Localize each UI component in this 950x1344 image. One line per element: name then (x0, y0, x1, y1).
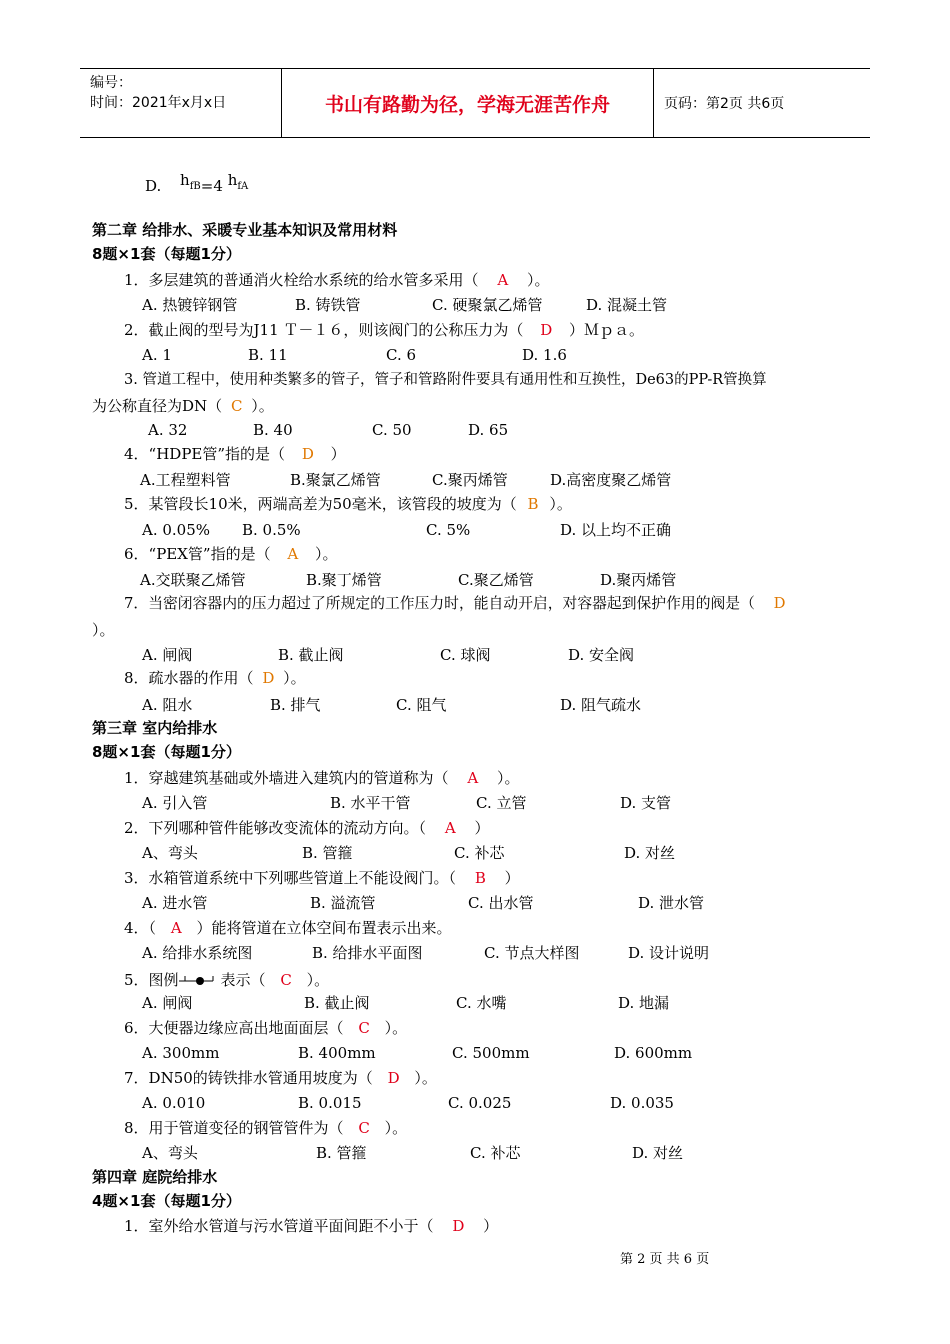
ch3-q8 (124, 1118, 407, 1138)
ch2-q2-opt-c: C. 6 (386, 346, 417, 364)
ch3-q1-opt-c: C. 立管 (476, 794, 527, 812)
ch3-q4 (124, 918, 451, 938)
ch3-q1-opt-a: A. 引入管 (142, 794, 208, 812)
ch2-q4 (124, 444, 346, 464)
question-tail: ） (474, 819, 490, 837)
ch3-q1 (124, 768, 519, 788)
ch3-q3 (124, 868, 520, 888)
ch2-q6-opt-c: C.聚乙烯管 (458, 571, 534, 589)
question-text: 8．疏水器的作用（ (124, 669, 254, 687)
question-tail: ）。 (526, 271, 550, 289)
ch2-q4-opt-a: A.工程塑料管 (140, 471, 231, 489)
ch2-q2 (124, 320, 644, 340)
ch2-q3-line2 (92, 396, 274, 416)
question-tail: ）。 (384, 1119, 408, 1137)
answer: A (497, 271, 509, 289)
ch2-q2-opt-b: B. 11 (248, 346, 288, 364)
question-tail: ） (330, 445, 346, 463)
chapter4-meta: 4题×1套（每题1分） (92, 1192, 241, 1210)
ch3-q6-opt-d: D. 600mm (614, 1044, 693, 1062)
ch3-q5-opt-c: C. 水嘴 (456, 994, 507, 1012)
answer: C (358, 1019, 370, 1037)
question-tail: ）。 (283, 669, 306, 687)
ch3-q6-opt-c: C. 500mm (452, 1044, 530, 1062)
ch2-q8-opt-c: C. 阻气 (396, 696, 447, 714)
ch2-q6-opt-d: D.聚丙烯管 (600, 571, 677, 589)
ch2-q3-opt-c: C. 50 (372, 421, 412, 439)
ch2-q4-opt-c: C.聚丙烯管 (432, 471, 508, 489)
question-text: 5．图例 (124, 971, 179, 989)
ch3-q2 (124, 818, 489, 838)
answer: A (467, 769, 479, 787)
ch2-q6 (124, 544, 338, 564)
ch2-q1-opt-b: B. 铸铁管 (295, 296, 361, 314)
answer: A (444, 819, 456, 837)
ch2-q5 (124, 494, 572, 514)
answer: A (170, 919, 182, 937)
ch3-q5-opt-d: D. 地漏 (618, 994, 670, 1012)
ch3-q4-opt-d: D. 设计说明 (628, 944, 710, 962)
question-text: 1．室外给水管道与污水管道平面间距不小于（ (124, 1217, 434, 1235)
ch3-q3-opt-d: D. 泄水管 (638, 894, 705, 912)
ch2-q5-opt-c: C. 5% (426, 521, 471, 539)
question-text: 2．下列哪种管件能够改变流体的流动方向。（ (124, 819, 427, 837)
ch3-q1-opt-d: D. 支管 (620, 794, 672, 812)
ch2-q3-opt-b: B. 40 (253, 421, 293, 439)
ch2-q1 (124, 270, 549, 290)
ch2-q4-opt-d: D.高密度聚乙烯管 (550, 471, 672, 489)
ch2-q7-opt-c: C. 球阀 (440, 646, 491, 664)
ch2-q1-opt-c: C. 硬聚氯乙烯管 (432, 296, 543, 314)
ch3-q6-opt-b: B. 400mm (298, 1044, 376, 1062)
question-tail: ）。 (496, 769, 520, 787)
ch2-q7-line2: ）。 (92, 621, 115, 639)
header-meta (80, 69, 282, 137)
ch3-q5-opt-b: B. 截止阀 (304, 994, 370, 1012)
ch2-q7-opt-a: A. 闸阀 (142, 646, 193, 664)
page-footer: 第 2 页 共 6 页 (620, 1252, 710, 1267)
ch3-q5-opt-a: A. 闸阀 (142, 994, 193, 1012)
header-page-label: 页码：第2页 共6页 (664, 96, 785, 112)
question-tail: ）。 (549, 495, 572, 513)
question-text: 为公称直径为DN（ (92, 397, 223, 415)
ch3-q7-opt-c: C. 0.025 (448, 1094, 512, 1112)
ch2-q2-opt-a: A. 1 (142, 346, 172, 364)
question-text: 2．截止阀的型号为J11 Ｔ－１６，则该阀门的公称压力为（ (124, 321, 524, 339)
question-tail: ）能将管道在立体空间布置表示出来。 (196, 919, 452, 937)
ch2-q4-opt-b: B.聚氯乙烯管 (290, 471, 381, 489)
question-text: 6．“PEX管”指的是（ (124, 545, 271, 563)
question-tail: ）。 (251, 397, 274, 415)
ch2-q7-line1 (124, 594, 785, 614)
ch2-q1-opt-d: D. 混凝土管 (586, 296, 668, 314)
ch2-q5-opt-a: A. 0.05% (142, 521, 211, 539)
answer: C (280, 971, 292, 989)
question-tail: ）。 (384, 1019, 408, 1037)
formula-mid: =4 (200, 177, 223, 195)
page-header (80, 68, 870, 138)
ch3-q2-opt-c: C. 补芯 (454, 844, 505, 862)
chapter2-meta: 8题×1套（每题1分） (92, 245, 241, 263)
ch3-q7-opt-b: B. 0.015 (298, 1094, 362, 1112)
ch2-q3-opt-a: A. 32 (148, 421, 188, 439)
ch3-q8-opt-b: B. 管箍 (316, 1144, 367, 1162)
ch2-q6-opt-a: A.交联聚乙烯管 (140, 571, 246, 589)
ch3-q6 (124, 1018, 407, 1038)
ch2-q3-opt-d: D. 65 (468, 421, 509, 439)
ch3-q2-opt-d: D. 对丝 (624, 844, 676, 862)
ch3-q2-opt-a: A、弯头 (142, 844, 198, 862)
answer: A (287, 545, 299, 563)
ch3-q7 (124, 1068, 437, 1088)
answer: D (452, 1217, 465, 1235)
ch3-q3-opt-b: B. 溢流管 (310, 894, 376, 912)
ch3-q1-opt-b: B. 水平干管 (330, 794, 411, 812)
answer: D (387, 1069, 400, 1087)
time-label: 时间：2021年x月x日 (90, 95, 227, 111)
ch3-q4-opt-b: B. 给排水平面图 (312, 944, 423, 962)
ch3-q7-opt-a: A. 0.010 (142, 1094, 206, 1112)
ch3-q8-opt-d: D. 对丝 (632, 1144, 684, 1162)
formula-sub1: fB (189, 181, 201, 192)
ch3-q2-opt-b: B. 管箍 (302, 844, 353, 862)
question-tail: ） (483, 1217, 499, 1235)
question-tail: ）。 (306, 971, 330, 989)
option-prefix: D. (145, 177, 162, 195)
answer: B (474, 869, 486, 887)
answer: D (773, 595, 786, 612)
question-tail: ） (504, 869, 520, 887)
answer: D (301, 445, 314, 463)
question-text: 4．“HDPE管”指的是（ (124, 445, 286, 463)
ch2-q7-opt-d: D. 安全阀 (568, 646, 635, 664)
question-text: 5．某管段长10米，两端高差为50毫米，该管段的坡度为（ (124, 495, 517, 513)
ch2-q8-opt-a: A. 阻水 (142, 696, 193, 714)
chapter2-title: 第二章 给排水、采暖专业基本知识及常用材料 (92, 221, 398, 239)
question-text: 4．（ (124, 919, 157, 937)
ch2-q5-opt-b: B. 0.5% (242, 521, 301, 539)
ch4-q1 (124, 1216, 498, 1236)
answer: B (527, 495, 539, 513)
formula-h2: h (227, 171, 238, 189)
formula-sub2: fA (237, 181, 249, 192)
ch2-q8-opt-d: D. 阻气疏水 (560, 696, 642, 714)
ch3-q3-opt-a: A. 进水管 (142, 894, 208, 912)
ch2-q3-line1: 3. 管道工程中，使用种类繁多的管子，管子和管路附件要具有通用性和互换性，De63的PP-R管换算 (124, 372, 767, 388)
question-text-mid: 表示（ (220, 971, 266, 989)
answer: C (230, 397, 243, 415)
ch3-q4-opt-a: A. 给排水系统图 (142, 944, 253, 962)
ch3-q5 (124, 970, 329, 990)
ch3-q6-opt-a: A. 300mm (142, 1044, 220, 1062)
chapter3-meta: 8题×1套（每题1分） (92, 743, 241, 761)
ch2-q8-opt-b: B. 排气 (270, 696, 321, 714)
question-tail: ）。 (414, 1069, 437, 1087)
header-motto: 书山有路勤为径，学海无涯苦作舟 (282, 69, 654, 137)
answer: D (262, 669, 275, 687)
question-text: 1．多层建筑的普通消火栓给水系统的给水管多采用（ (124, 271, 479, 289)
question-text: 3．水箱管道系统中下列哪些管道上不能设阀门。（ (124, 869, 457, 887)
prev-option-d (145, 171, 249, 199)
ch3-q7-opt-d: D. 0.035 (610, 1094, 674, 1112)
answer: C (358, 1119, 370, 1137)
formula-h1: h (180, 171, 190, 189)
question-tail: ）。 (315, 545, 338, 563)
answer: D (540, 321, 553, 339)
ch2-q6-opt-b: B.聚丁烯管 (306, 571, 382, 589)
ch3-q4-opt-c: C. 节点大样图 (484, 944, 580, 962)
question-text: 7．DN50的铸铁排水管通用坡度为（ (124, 1069, 373, 1087)
ch2-q5-opt-d: D. 以上均不正确 (560, 521, 672, 539)
ch3-q8-opt-a: A、弯头 (142, 1144, 198, 1162)
question-text: 8．用于管道变径的钢管管件为（ (124, 1119, 344, 1137)
question-text: 7．当密闭容器内的压力超过了所规定的工作压力时，能自动开启，对容器起到保护作用的阀是（ (124, 595, 755, 612)
faucet-legend-icon (179, 974, 221, 988)
ch2-q2-opt-d: D. 1.6 (522, 346, 567, 364)
ch2-q8 (124, 668, 306, 688)
question-text: 6．大便器边缘应高出地面面层（ (124, 1019, 344, 1037)
ch2-q7-opt-b: B. 截止阀 (278, 646, 344, 664)
ch3-q8-opt-c: C. 补芯 (470, 1144, 521, 1162)
question-tail: ）Ｍｐａ。 (569, 321, 645, 339)
chapter4-title: 第四章 庭院给排水 (92, 1168, 218, 1186)
number-label: 编号： (90, 75, 132, 91)
ch2-q1-opt-a: A. 热镀锌钢管 (142, 296, 238, 314)
question-text: 1．穿越建筑基础或外墙进入建筑内的管道称为（ (124, 769, 449, 787)
chapter3-title: 第三章 室内给排水 (92, 719, 218, 737)
ch3-q3-opt-c: C. 出水管 (468, 894, 534, 912)
